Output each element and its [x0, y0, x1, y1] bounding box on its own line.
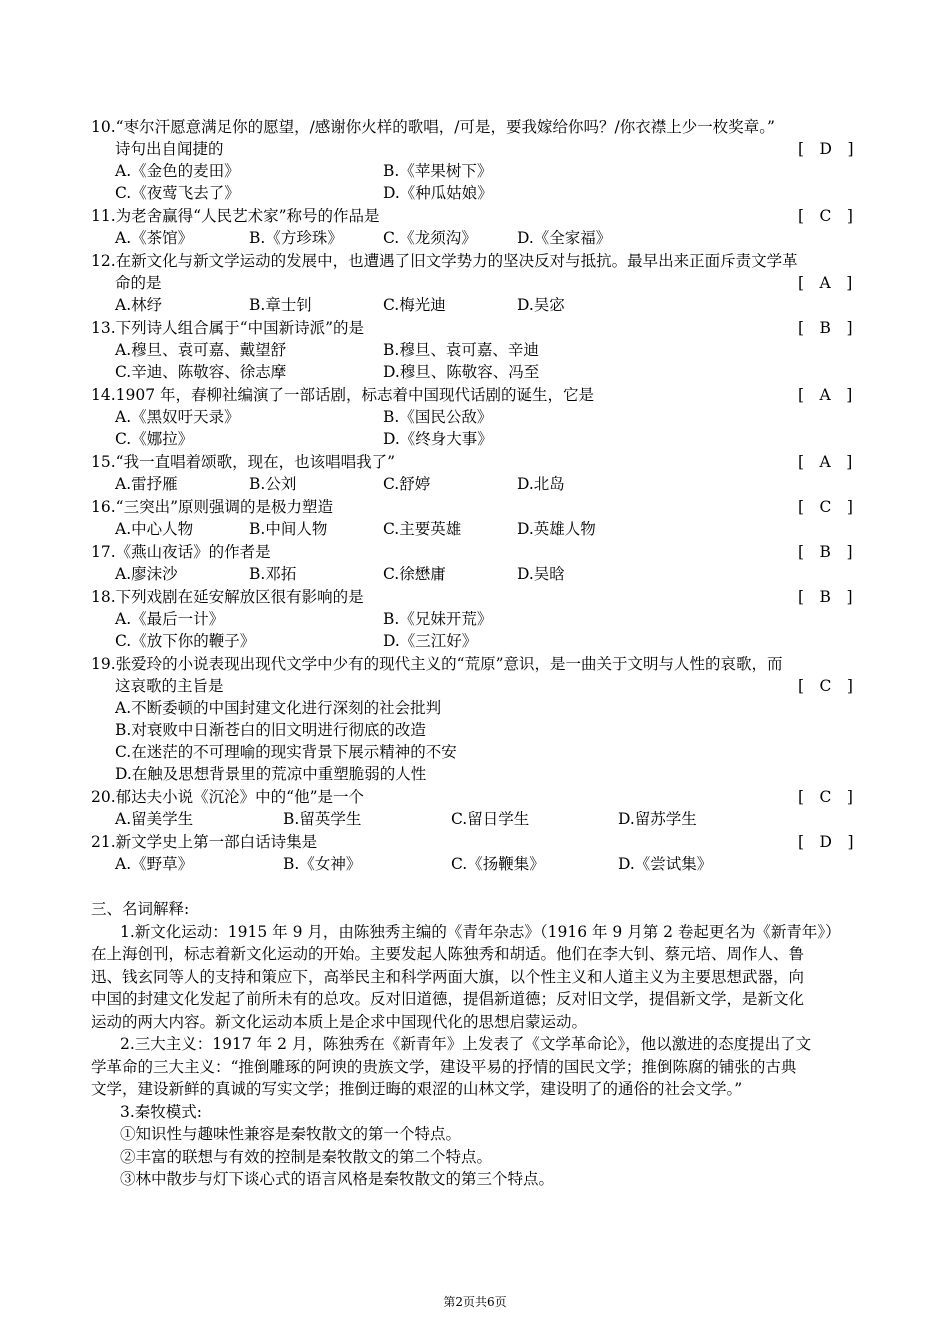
question-17-option-c: C.徐懋庸 [383, 565, 446, 583]
paragraph-line: 文学，建设新鲜的真诚的写实文学；推倒迂晦的艰涩的山林文学，建设明了的通俗的社会文学。” [91, 1080, 743, 1098]
question-21-option-b: B.《女神》 [283, 855, 362, 873]
question-15-stem: 15.“我一直唱着颂歌，现在，也该唱唱我了” [91, 453, 395, 471]
question-17-answer: [ B ] [798, 543, 853, 561]
question-20-stem: 20.郁达夫小说《沉沦》中的“他”是一个 [91, 788, 364, 806]
paragraph-line: ③林中散步与灯下谈心式的语言风格是秦牧散文的第三个特点。 [120, 1170, 555, 1188]
paragraph-line: 迅、钱玄同等人的支持和策应下，高举民主和科学两面大旗，以个性主义和人道主义为主要思想武器，向 [91, 968, 805, 986]
question-16-option-b: B.中间人物 [249, 520, 328, 538]
question-15-option-a: A.雷抒雁 [115, 475, 178, 493]
question-20-option-a: A.留美学生 [115, 810, 194, 828]
question-18-stem: 18.下列戏剧在延安解放区很有影响的是 [91, 588, 364, 606]
question-12-stem: 命的是 [115, 274, 162, 292]
question-19-option-a: A.不断委顿的中国封建文化进行深刻的社会批判 [115, 699, 442, 717]
question-11-stem: 11.为老舍赢得“人民艺术家”称号的作品是 [91, 207, 380, 225]
question-21-option-a: A.《野草》 [115, 855, 194, 873]
question-11-option-d: D.《全家福》 [517, 229, 612, 247]
question-19-option-c: C.在迷茫的不可理喻的现实背景下展示精神的不安 [115, 743, 457, 761]
paragraph-line: ①知识性与趣味性兼容是秦牧散文的第一个特点。 [120, 1125, 462, 1143]
question-16-stem: 16.“三突出”原则强调的是极力塑造 [91, 498, 333, 516]
question-11-option-b: B.《方珍珠》 [249, 229, 343, 247]
question-15-option-c: C.舒婷 [383, 475, 431, 493]
question-19-stem: 19.张爱玲的小说表现出现代文学中少有的现代主义的“荒原”意识，是一曲关于文明与人性的哀歌，而 [91, 655, 783, 673]
question-10-option-c: C.《夜莺飞去了》 [115, 184, 240, 202]
question-20-answer: [ C ] [798, 788, 853, 806]
question-11-option-a: A.《茶馆》 [115, 229, 194, 247]
question-16-option-a: A.中心人物 [115, 520, 194, 538]
question-15-option-b: B.公刘 [249, 475, 297, 493]
question-15-answer: [ A ] [798, 453, 853, 471]
question-21-answer: [ D ] [798, 833, 854, 851]
question-12-option-c: C.梅光迪 [383, 296, 446, 314]
question-17-option-a: A.廖沫沙 [115, 565, 178, 583]
question-18-option-b: B.《兄妹开荒》 [383, 610, 493, 628]
question-13-option-b: B.穆旦、袁可嘉、辛迪 [383, 341, 539, 359]
paragraph-line: 3.秦牧模式: [120, 1103, 203, 1121]
question-19-answer: [ C ] [798, 677, 853, 695]
question-14-option-d: D.《终身大事》 [383, 430, 493, 448]
question-11-option-c: C.《龙须沟》 [383, 229, 477, 247]
question-12-option-d: D.吴宓 [517, 296, 565, 314]
question-10-option-b: B.《苹果树下》 [383, 162, 493, 180]
question-18-option-d: D.《三江好》 [383, 632, 478, 650]
paragraph-line: 中国的封建文化发起了前所未有的总攻。反对旧道德，提倡新道德；反对旧文学，提倡新文学，是新文化 [91, 990, 805, 1008]
question-10-option-d: D.《种瓜姑娘》 [383, 184, 493, 202]
question-16-option-c: C.主要英雄 [383, 520, 462, 538]
paragraph-line: 在上海创刊，标志着新文化运动的开始。主要发起人陈独秀和胡适。他们在李大钊、蔡元培、周作人、鲁 [91, 945, 805, 963]
section-heading: 三、名词解释: [91, 900, 190, 918]
question-18-answer: [ B ] [798, 588, 853, 606]
question-13-stem: 13.下列诗人组合属于“中国新诗派”的是 [91, 319, 364, 337]
question-17-option-b: B.邓拓 [249, 565, 297, 583]
question-21-option-d: D.《尝试集》 [618, 855, 713, 873]
question-14-option-c: C.《娜拉》 [115, 430, 194, 448]
paragraph-line: 运动的两大内容。新文化运动本质上是企求中国现代化的思想启蒙运动。 [91, 1013, 588, 1031]
question-20-option-c: C.留日学生 [451, 810, 530, 828]
question-13-answer: [ B ] [798, 319, 853, 337]
question-14-answer: [ A ] [798, 386, 853, 404]
page-footer: 第2页共6页 [443, 1295, 507, 1309]
question-10-answer: [ D ] [798, 140, 854, 158]
paragraph-line: 1.新文化运动：1915 年 9 月，由陈独秀主编的《青年杂志》（1916 年 9 月第 2 卷起更名为《新青年》） [120, 923, 841, 941]
question-21-stem: 21.新文学史上第一部白话诗集是 [91, 833, 318, 851]
question-10-stem: 10.“枣尔汗愿意满足你的愿望，/感谢你火样的歌唱，/可是，要我嫁给你吗？/你衣襟上少一枚奖章。” [91, 118, 775, 136]
question-18-option-c: C.《放下你的鞭子》 [115, 632, 256, 650]
question-10-option-a: A.《金色的麦田》 [115, 162, 240, 180]
question-15-option-d: D.北岛 [517, 475, 565, 493]
question-16-answer: [ C ] [798, 498, 853, 516]
question-20-option-d: D.留苏学生 [618, 810, 697, 828]
question-12-option-a: A.林纾 [115, 296, 163, 314]
question-14-option-a: A.《黑奴吁天录》 [115, 408, 240, 426]
question-12-stem: 12.在新文化与新文学运动的发展中，也遭遇了旧文学势力的坚决反对与抵抗。最早出来正面斥责文学革 [91, 252, 798, 270]
question-16-option-d: D.英雄人物 [517, 520, 596, 538]
question-14-option-b: B.《国民公敌》 [383, 408, 493, 426]
question-12-answer: [ A ] [798, 274, 853, 292]
question-13-option-c: C.辛迪、陈敬容、徐志摩 [115, 363, 287, 381]
question-17-option-d: D.吴晗 [517, 565, 565, 583]
question-19-option-b: B.对衰败中日渐苍白的旧文明进行彻底的改造 [115, 721, 426, 739]
question-13-option-d: D.穆旦、陈敬容、冯至 [383, 363, 540, 381]
paragraph-line: 2.三大主义：1917 年 2 月，陈独秀在《新青年》上发表了《文学革命论》，他以激进的态度提出了文 [120, 1035, 812, 1053]
question-21-option-c: C.《扬鞭集》 [451, 855, 545, 873]
question-13-option-a: A.穆旦、袁可嘉、戴望舒 [115, 341, 287, 359]
question-14-stem: 14.1907 年，春柳社编演了一部话剧，标志着中国现代话剧的诞生，它是 [91, 386, 595, 404]
question-10-stem: 诗句出自闻捷的 [115, 140, 224, 158]
question-19-stem: 这哀歌的主旨是 [115, 677, 224, 695]
question-18-option-a: A.《最后一计》 [115, 610, 225, 628]
question-19-option-d: D.在触及思想背景里的荒凉中重塑脆弱的人性 [115, 765, 427, 783]
paragraph-line: 学革命的三大主义：“推倒雕琢的阿谀的贵族文学，建设平易的抒情的国民文学；推倒陈腐的铺张的古典 [91, 1058, 797, 1076]
paragraph-line: ②丰富的联想与有效的控制是秦牧散文的第二个特点。 [120, 1148, 493, 1166]
question-12-option-b: B.章士钊 [249, 296, 312, 314]
question-20-option-b: B.留英学生 [283, 810, 362, 828]
question-17-stem: 17.《燕山夜话》的作者是 [91, 543, 271, 561]
question-11-answer: [ C ] [798, 207, 853, 225]
